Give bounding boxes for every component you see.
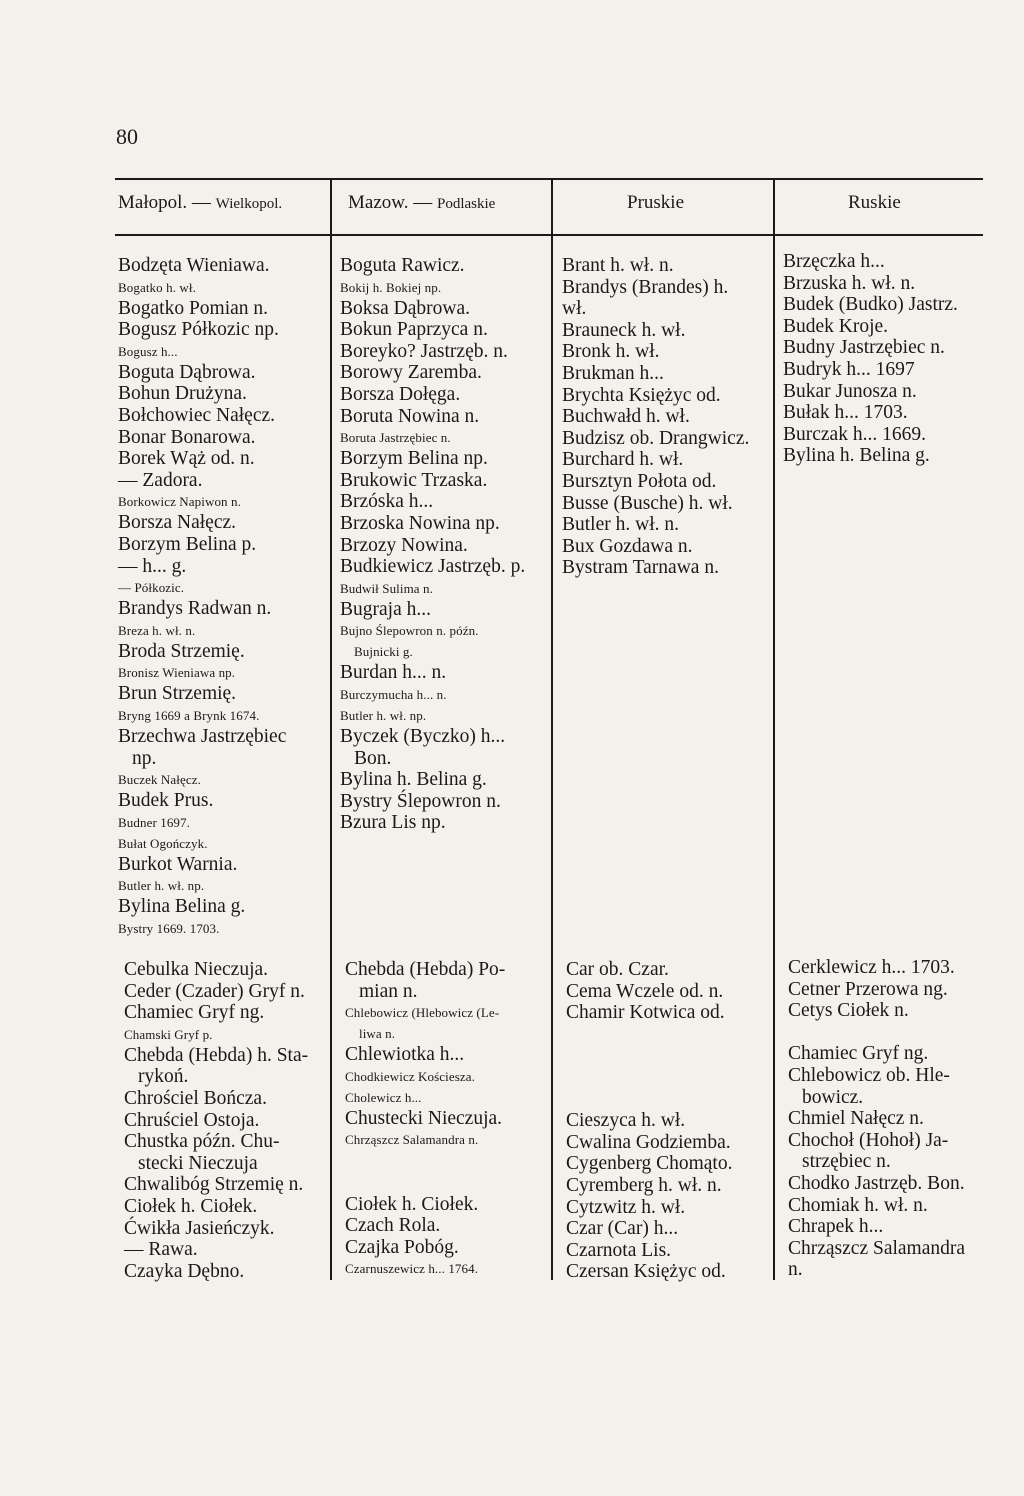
entry-text: stecki Nieczuja — [138, 1152, 258, 1174]
blank-line — [566, 1045, 788, 1067]
entry-text: Brun Strzemię. — [118, 683, 237, 705]
entry-text: Bonar Bonarowa. — [118, 426, 256, 448]
entry-text: Cetner Przerowa ng. — [788, 978, 948, 1000]
entry-text: Chustecki Nieczuja. — [345, 1107, 503, 1129]
entry-text: Ceder (Czader) Gryf n. — [124, 980, 305, 1002]
entry-text: Cetys Ciołek n. — [788, 1000, 909, 1022]
entry-text: Bukar Junosza n. — [783, 380, 917, 402]
entry-text: Brychta Księżyc od. — [562, 384, 721, 406]
entry-text: Ćwikła Jasieńczyk. — [124, 1217, 275, 1239]
entry-text: Chamiec Gryf ng. — [124, 1002, 265, 1024]
entry-text: Ciołek h. Ciołek. — [345, 1193, 479, 1215]
entry-text: Borkowicz Napiwon n. — [118, 494, 241, 510]
entry-text: Bohun Drużyna. — [118, 383, 247, 405]
entry-text: Brzechwa Jastrzębiec — [118, 725, 287, 747]
entry-text: Cerklewicz h... 1703. — [788, 957, 955, 978]
entry-text: Budkiewicz Jastrzęb. p. — [340, 556, 526, 578]
entry-text: Chmiel Nałęcz n. — [788, 1108, 924, 1130]
entry-text: Chebda (Hebda) h. Sta- — [124, 1044, 309, 1066]
entry-text: Butler h. wł. n. — [562, 514, 679, 536]
entry-text: strzębiec n. — [802, 1151, 891, 1173]
entry-text: n. — [788, 1259, 803, 1281]
entry-text: Chochoł (Hohoł) Ja- — [788, 1129, 949, 1151]
entry-text: Bokun Paprzyca n. — [340, 319, 488, 341]
entry-text: Bzura Lis np. — [340, 812, 446, 834]
entry-text: Borzym Belina np. — [340, 448, 488, 470]
entry-text: Cwalina Godziemba. — [566, 1131, 731, 1153]
entry-text: mian n. — [359, 980, 418, 1002]
header-bottom-rule — [115, 234, 983, 236]
entry-text: Cebulka Nieczuja. — [124, 959, 269, 980]
entry-text: Borsza Dołęga. — [340, 383, 461, 405]
entry-text: Brzoska Nowina np. — [340, 512, 500, 534]
entry-text: Burchard h. wł. — [562, 449, 684, 471]
blank-line — [566, 1067, 788, 1089]
entry-text: Budek Kroje. — [783, 315, 889, 337]
entry-text: Bryng 1669 a Brynk 1674. — [118, 707, 260, 723]
entry-text: Cema Wczele od. n. — [566, 980, 724, 1002]
blank-line — [345, 1172, 567, 1194]
entry-text: Bogatko h. wł. — [118, 279, 196, 295]
entry-text: wł. — [562, 298, 587, 320]
entry-text: Cytzwitz h. wł. — [566, 1196, 686, 1218]
entry-text: Boruta Jastrzębiec n. — [340, 430, 451, 446]
entry-text: Boruta Nowina n. — [340, 405, 480, 427]
entry-text: Chamir Kotwica od. — [566, 1002, 725, 1024]
entry-text: Chamski Gryf p. — [124, 1026, 213, 1042]
blank-line — [566, 1024, 788, 1046]
entry-text: Boksa Dąbrowa. — [340, 297, 470, 319]
entry-text: — Półkozic. — [118, 580, 185, 596]
entry-text: Chruściel Ostoja. — [124, 1109, 260, 1131]
header-malopol-wielkopol — [118, 192, 282, 214]
entry-text: Brzęczka h... — [783, 251, 885, 272]
header-dash: — — [408, 192, 437, 213]
column-ruskie-c — [788, 957, 1010, 1281]
column-pruskie-b — [562, 255, 784, 579]
entry-text: Bylina h. Belina g. — [340, 769, 487, 791]
entry-text: Bronk h. wł. — [562, 341, 660, 363]
entry-text: Bursztyn Połota od. — [562, 470, 717, 492]
entry-text: Czarnuszewicz h... 1764. — [345, 1261, 479, 1277]
entry-text: Borowy Zaremba. — [340, 362, 482, 384]
column-mazow-b — [340, 255, 562, 834]
entry-text: Bon. — [354, 747, 392, 769]
column-mazow-c — [345, 959, 567, 1279]
header-mazow-podlaskie — [348, 192, 495, 214]
entry-text: Chamiec Gryf ng. — [788, 1043, 929, 1065]
column-malopol-c — [124, 959, 346, 1282]
entry-text: Buchwałd h. wł. — [562, 406, 690, 428]
entry-text: Car ob. Czar. — [566, 959, 669, 980]
entry-text: Brukowic Trzaska. — [340, 469, 488, 491]
entry-text: Busse (Busche) h. wł. — [562, 492, 733, 514]
entry-text: np. — [132, 747, 157, 769]
entry-text: Cholewicz h... — [345, 1089, 422, 1105]
blank-line — [566, 1089, 788, 1111]
entry-text: Bogusz Półkozic np. — [118, 319, 279, 341]
entry-text: Cieszyca h. wł. — [566, 1110, 686, 1132]
header-pruskie: Pruskie — [627, 192, 684, 213]
entry-text: — Rawa. — [124, 1239, 198, 1261]
entry-text: Bugraja h... — [340, 598, 431, 620]
entry-text: Boreyko? Jastrzęb. n. — [340, 340, 508, 362]
header-wielkopol: Wielkopol. — [215, 196, 283, 212]
entry-text: Budzisz ob. Drangwicz. — [562, 427, 750, 449]
entry-text: Brukman h... — [562, 362, 664, 384]
entry-text: Cygenberg Chomąto. — [566, 1153, 733, 1175]
entry-text: Brant h. wł. n. — [562, 255, 674, 276]
entry-text: Budek Prus. — [118, 790, 214, 812]
entry-text: Bux Gozdawa n. — [562, 535, 693, 557]
entry-text: Czarnota Lis. — [566, 1239, 672, 1261]
entry-text: rykoń. — [138, 1066, 189, 1088]
entry-text: Bujno Ślepowron n. późn. — [340, 623, 479, 639]
entry-text: Brzozy Nowina. — [340, 534, 468, 556]
entry-text: Burczak h... 1669. — [783, 423, 926, 445]
entry-text: Chwalibóg Strzemię n. — [124, 1174, 304, 1196]
entry-text: Brandys (Brandes) h. — [562, 276, 729, 298]
entry-text: Chrościel Bończa. — [124, 1087, 267, 1109]
entry-text: Brauneck h. wł. — [562, 319, 686, 341]
entry-text: Bułat Ogończyk. — [118, 835, 208, 851]
entry-text: Czach Rola. — [345, 1215, 441, 1237]
page-number: 80 — [116, 124, 138, 149]
entry-text: — Zadora. — [118, 469, 203, 491]
column-ruskie-b — [783, 251, 1005, 467]
header-podlaskie: Podlaskie — [437, 196, 496, 212]
entry-text: Bułak h... 1703. — [783, 402, 908, 424]
header-top-rule — [115, 178, 983, 180]
entry-text: Chomiak h. wł. n. — [788, 1194, 928, 1216]
entry-text: Chrząszcz Salamandra n. — [345, 1132, 479, 1148]
entry-text: Budek (Budko) Jastrz. — [783, 294, 958, 316]
entry-text: Butler h. wł. np. — [340, 707, 427, 723]
entry-text: Bylina h. Belina g. — [783, 445, 930, 467]
entry-text: Bylina Belina g. — [118, 896, 246, 918]
entry-text: Bystram Tarnawa n. — [562, 557, 719, 579]
entry-text: Bystry 1669. 1703. — [118, 920, 220, 936]
entry-text: Czajka Pobóg. — [345, 1236, 459, 1258]
entry-text: Broda Strzemię. — [118, 640, 245, 662]
entry-text: Burkot Warnia. — [118, 853, 238, 875]
header-malopol: Małopol. — [118, 192, 188, 213]
entry-text: Budny Jastrzębiec n. — [783, 337, 945, 359]
entry-text: Bronisz Wieniawa np. — [118, 665, 236, 681]
entry-text: Brzuska h. wł. n. — [783, 272, 916, 294]
entry-text: Budwił Sulima n. — [340, 580, 433, 596]
entry-text: Bogatko Pomian n. — [118, 297, 269, 319]
entry-text: Bystry Ślepowron n. — [340, 790, 501, 812]
entry-text: Budner 1697. — [118, 814, 190, 830]
entry-text: Burczymucha h... n. — [340, 686, 447, 702]
entry-text: Chebda (Hebda) Po- — [345, 959, 506, 980]
header-mazow: Mazow. — [348, 192, 409, 213]
entry-text: Bogusz h... — [118, 343, 178, 359]
header-dash: — — [187, 192, 216, 213]
header-ruskie: Ruskie — [848, 192, 901, 213]
entry-text: Boguta Rawicz. — [340, 255, 465, 276]
entry-text: Chlewiotka h... — [345, 1044, 465, 1066]
entry-text: Breza h. wł. n. — [118, 622, 196, 638]
entry-text: Budryk h... 1697 — [783, 358, 915, 380]
entry-text: Butler h. wł. np. — [118, 878, 205, 894]
entry-text: Boguta Dąbrowa. — [118, 361, 256, 383]
entry-text: bowicz. — [802, 1086, 864, 1108]
entry-text: Chustka późn. Chu- — [124, 1131, 280, 1153]
entry-text: Brandys Radwan n. — [118, 598, 272, 620]
entry-text: liwa n. — [359, 1026, 396, 1042]
entry-text: Byczek (Byczko) h... — [340, 725, 506, 747]
entry-text: Buczek Nałęcz. — [118, 772, 201, 788]
entry-text: Borzym Belina p. — [118, 533, 257, 555]
entry-text: Cyremberg h. wł. n. — [566, 1174, 722, 1196]
entry-text: Bokij h. Bokiej np. — [340, 279, 442, 295]
column-malopol-b — [118, 255, 340, 939]
entry-text: Bołchowiec Nałęcz. — [118, 404, 276, 426]
entry-text: Czayka Dębno. — [124, 1260, 245, 1282]
entry-text: Ciołek h. Ciołek. — [124, 1195, 258, 1217]
entry-text: Chodko Jastrzęb. Bon. — [788, 1172, 965, 1194]
entry-text: Czersan Księżyc od. — [566, 1261, 726, 1283]
entry-text: Borsza Nałęcz. — [118, 512, 237, 534]
entry-text: Czar (Car) h... — [566, 1218, 679, 1240]
entry-text: Bujnicki g. — [354, 644, 413, 660]
column-pruskie-c — [566, 959, 788, 1283]
entry-text: Chrząszcz Salamandra — [788, 1237, 966, 1259]
entry-text: Burdan h... n. — [340, 662, 447, 684]
entry-text: — h... g. — [118, 555, 187, 577]
blank-line — [345, 1150, 567, 1172]
entry-text: Borek Wąż od. n. — [118, 448, 255, 470]
entry-text: Chodkiewicz Kościesza. — [345, 1068, 475, 1084]
entry-text: Chlebowicz ob. Hle- — [788, 1064, 950, 1086]
entry-text: Chlebowicz (Hlebowicz (Le- — [345, 1005, 500, 1021]
entry-text: Chrapek h... — [788, 1216, 884, 1238]
entry-text: Brzóska h... — [340, 491, 434, 513]
blank-line — [788, 1022, 1010, 1044]
entry-text: Bodzęta Wieniawa. — [118, 255, 270, 276]
